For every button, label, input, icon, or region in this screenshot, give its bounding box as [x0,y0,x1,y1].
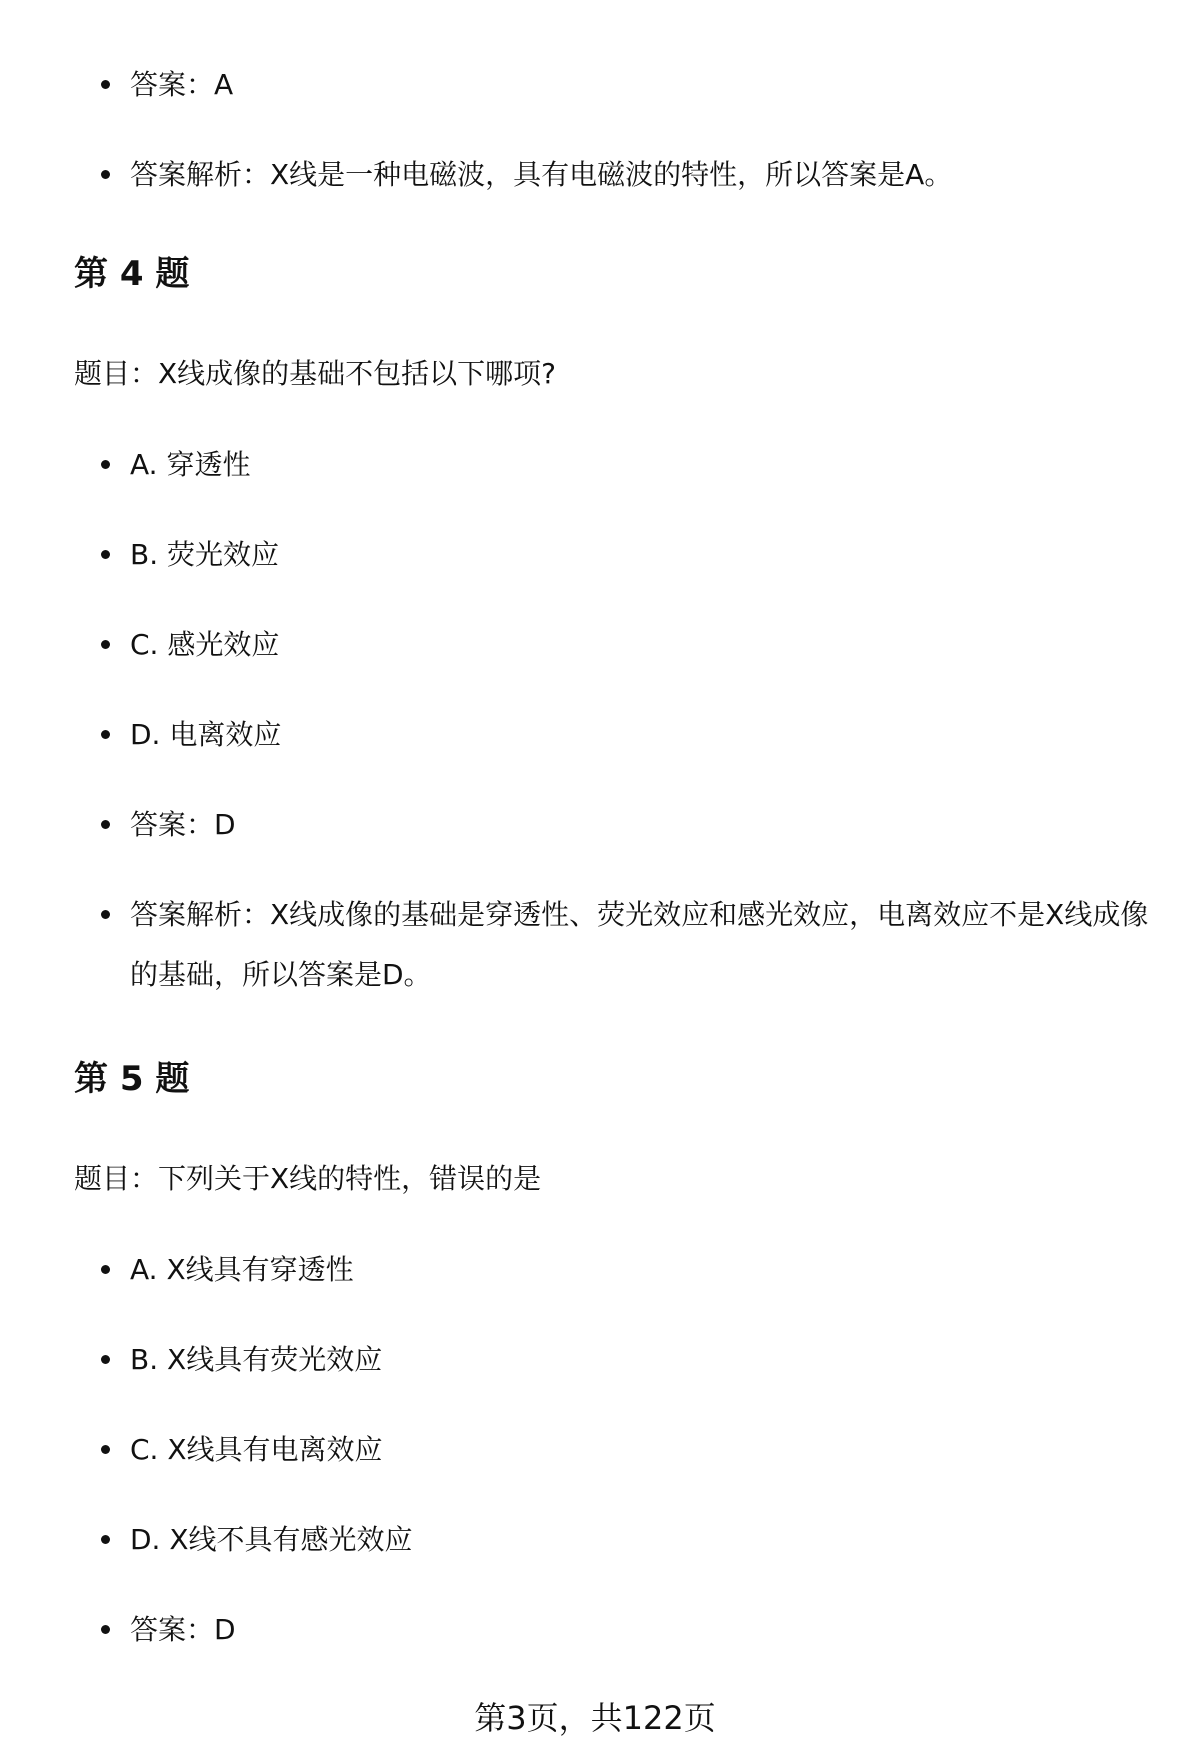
list-item: C. 感光效应 [0,615,1190,675]
prev-question-list [0,55,1190,235]
question-heading: 第 4 题 [74,254,190,294]
q5-options-list [0,1240,1190,1690]
bullet-icon [101,730,110,739]
bullet-icon [101,1535,110,1544]
list-item: D. X线不具有感光效应 [0,1510,1190,1570]
list-item: B. X线具有荧光效应 [0,1330,1190,1390]
bullet-icon [101,170,110,179]
bullet-icon [101,910,110,919]
list-item: B. 荧光效应 [0,525,1190,585]
list-item: D. 电离效应 [0,705,1190,765]
q4-options-list [0,435,1190,1035]
list-item: 答案：A [0,55,1190,115]
bullet-icon [101,820,110,829]
list-item: 答案解析：X线成像的基础是穿透性、荧光效应和感光效应，电离效应不是X线成像的基础，所以答案是D。 [0,885,1190,1005]
list-item: C. X线具有电离效应 [0,1420,1190,1480]
list-item: 答案解析：X线是一种电磁波，具有电磁波的特性，所以答案是A。 [0,145,1190,205]
bullet-icon [101,550,110,559]
page-number-footer: 第3页，共122页 [474,1699,716,1737]
list-item: A. X线具有穿透性 [0,1240,1190,1300]
question-text: 题目：X线成像的基础不包括以下哪项? [74,357,557,390]
list-item: A. 穿透性 [0,435,1190,495]
list-item: 答案：D [0,795,1190,855]
question-text: 题目：下列关于X线的特性，错误的是 [74,1162,542,1195]
list-item: 答案：D [0,1600,1190,1660]
bullet-icon [101,1445,110,1454]
bullet-icon [101,1625,110,1634]
question-heading: 第 5 题 [74,1059,190,1099]
bullet-icon [101,80,110,89]
bullet-icon [101,1265,110,1274]
bullet-icon [101,1355,110,1364]
bullet-icon [101,460,110,469]
bullet-icon [101,640,110,649]
